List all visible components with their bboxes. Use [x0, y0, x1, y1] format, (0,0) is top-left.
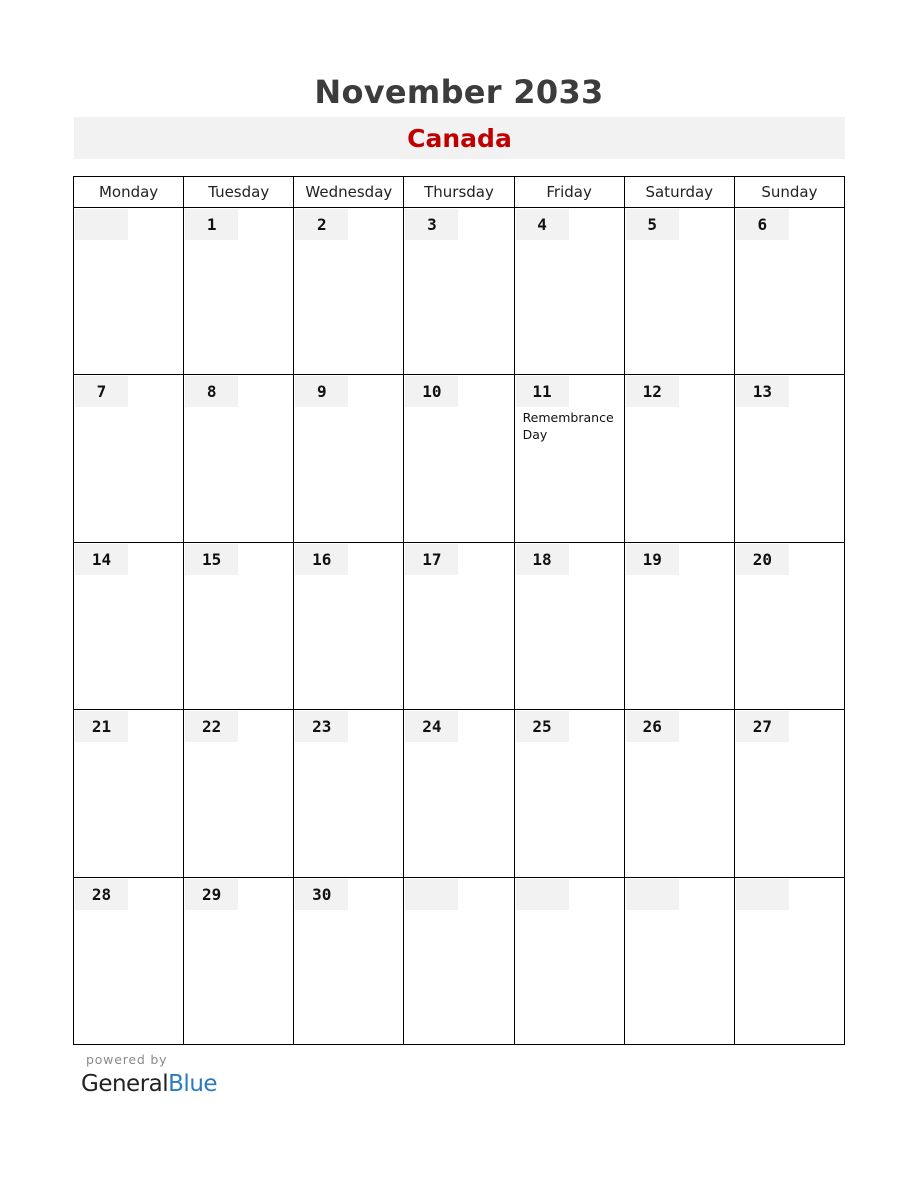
day-cell [514, 542, 624, 709]
day-number: 17 [405, 544, 458, 575]
day-number: 14 [75, 544, 128, 575]
day-number: 6 [736, 209, 789, 240]
day-cell [294, 542, 404, 709]
day-number: 4 [516, 209, 569, 240]
month-calendar [73, 176, 845, 1045]
day-number: 24 [405, 711, 458, 742]
day-number: 7 [75, 376, 128, 407]
day-number: 26 [626, 711, 679, 742]
day-cell [404, 208, 514, 375]
weekday-header-sunday: Sunday [734, 177, 844, 208]
weekday-header-thursday: Thursday [404, 177, 514, 208]
day-number: 10 [405, 376, 458, 407]
day-cell [514, 710, 624, 877]
day-cell [294, 375, 404, 542]
day-number: 20 [736, 544, 789, 575]
day-cell [734, 375, 844, 542]
week-row [74, 375, 845, 542]
day-cell [514, 375, 624, 542]
day-cell [74, 208, 184, 375]
day-number: 2 [295, 209, 348, 240]
day-number: 30 [295, 879, 348, 910]
country-banner [74, 117, 845, 159]
day-cell [184, 375, 294, 542]
day-number: 9 [295, 376, 348, 407]
day-cell [294, 710, 404, 877]
brand-logo[interactable] [81, 1069, 217, 1099]
day-number: 8 [185, 376, 238, 407]
day-number: 5 [626, 209, 679, 240]
day-number: 3 [405, 209, 458, 240]
page-title: November 2033 [314, 73, 604, 111]
weekday-header-friday: Friday [514, 177, 624, 208]
day-cell [404, 710, 514, 877]
day-number: 15 [185, 544, 238, 575]
day-number: 13 [736, 376, 789, 407]
holiday-event: Remembrance Day [522, 410, 614, 443]
day-number: 23 [295, 711, 348, 742]
day-number: 28 [75, 879, 128, 910]
brand-name-blue: Blue [168, 1071, 218, 1097]
day-number: 19 [626, 544, 679, 575]
day-number [626, 879, 679, 910]
day-number: 25 [516, 711, 569, 742]
week-row [74, 542, 845, 709]
day-number: 16 [295, 544, 348, 575]
day-cell [514, 877, 624, 1044]
day-cell [404, 375, 514, 542]
day-cell [734, 877, 844, 1044]
day-cell [624, 710, 734, 877]
day-cell [734, 542, 844, 709]
weekday-header-wednesday: Wednesday [294, 177, 404, 208]
day-cell [404, 542, 514, 709]
country-name: Canada [407, 124, 512, 153]
day-number [75, 209, 128, 240]
brand-name-general: General [81, 1071, 169, 1097]
weekday-header-row [74, 177, 845, 208]
day-number: 29 [185, 879, 238, 910]
day-number: 11 [516, 376, 569, 407]
day-cell [74, 375, 184, 542]
day-cell [734, 208, 844, 375]
day-cell [184, 542, 294, 709]
day-number: 21 [75, 711, 128, 742]
day-number: 1 [185, 209, 238, 240]
day-cell [184, 208, 294, 375]
day-cell [624, 877, 734, 1044]
week-row [74, 710, 845, 877]
day-cell [294, 877, 404, 1044]
week-row [74, 877, 845, 1044]
weekday-header-saturday: Saturday [624, 177, 734, 208]
day-cell [74, 542, 184, 709]
day-number [736, 879, 789, 910]
weekday-header-tuesday: Tuesday [184, 177, 294, 208]
day-cell [624, 375, 734, 542]
day-cell [514, 208, 624, 375]
day-cell [184, 877, 294, 1044]
day-cell [74, 710, 184, 877]
day-cell [74, 877, 184, 1044]
day-number: 12 [626, 376, 679, 407]
day-cell [624, 208, 734, 375]
day-cell [184, 710, 294, 877]
day-number: 22 [185, 711, 238, 742]
day-number: 27 [736, 711, 789, 742]
weekday-header-monday: Monday [74, 177, 184, 208]
powered-by-text: powered by [86, 1052, 168, 1067]
day-cell [404, 877, 514, 1044]
day-number: 18 [516, 544, 569, 575]
day-cell [294, 208, 404, 375]
day-number [405, 879, 458, 910]
day-cell [624, 542, 734, 709]
day-cell [734, 710, 844, 877]
week-row [74, 208, 845, 375]
day-number [516, 879, 569, 910]
